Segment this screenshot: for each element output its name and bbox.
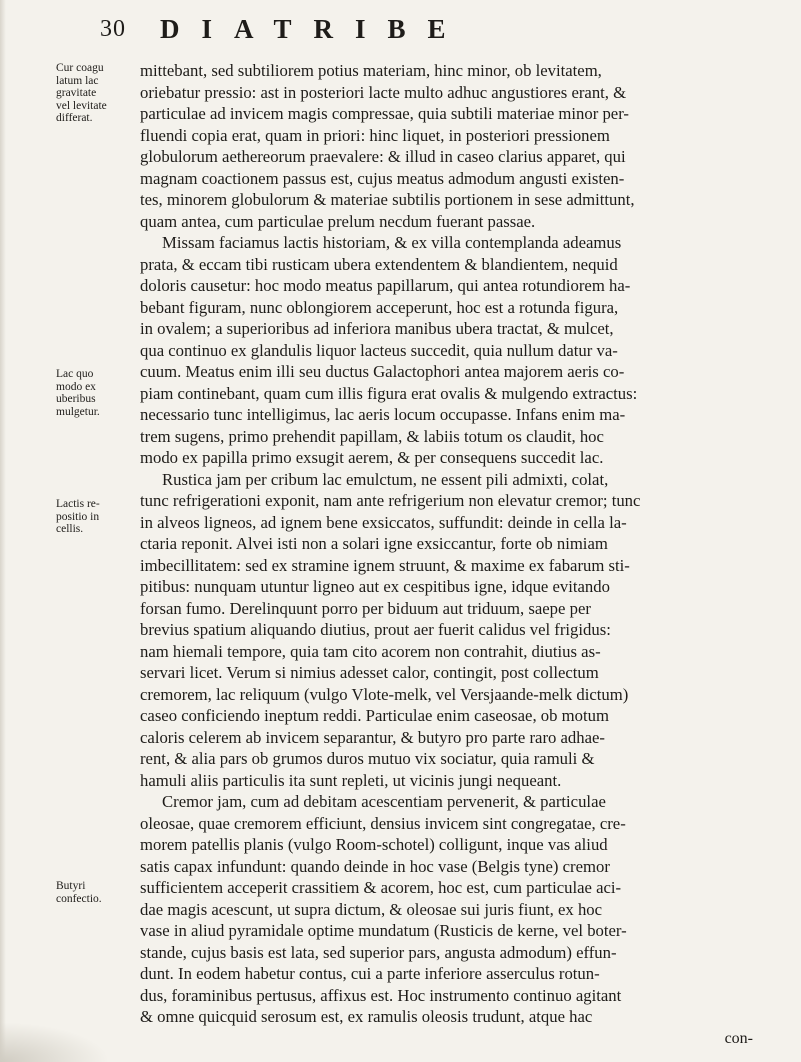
- text-line: caloris celerem ab invicem separantur, & butyro pro parte raro adhae-: [140, 727, 605, 747]
- margin-line: latum lac: [56, 74, 99, 87]
- text-line: oleosae, quae cremorem efficiunt, densius invicem sint congregatae, cre-: [140, 813, 626, 833]
- text-line: rent, & alia pars ob grumos duros mutuo vix sociatur, quia ramuli &: [140, 749, 595, 768]
- page-smudge: [0, 1022, 110, 1062]
- text-line: modo ex papilla primo exsugit aerem, & per consequens succedit lac.: [140, 448, 604, 467]
- margin-line: mulgetur.: [56, 405, 100, 418]
- margin-line: confectio.: [56, 892, 102, 905]
- text-line: tunc refrigerationi exponit, nam ante refrigerium non elevatur cremor; tunc: [140, 491, 641, 510]
- running-title: DIATRIBE: [160, 14, 468, 44]
- text-line: vase in aliud pyramidale optime mundatum (Rusticis de kerne, vel boter-: [140, 921, 627, 940]
- text-line: quam antea, cum particulae prelum necdum fuerant passae.: [140, 211, 536, 231]
- text-line: prata, & eccam tibi rusticam ubera extendentem & blandientem, nequid: [140, 254, 618, 274]
- margin-line: vel levitate: [56, 99, 107, 112]
- text-line: dunt. In eodem habetur contus, cui a parte inferiore asserculus rotun-: [140, 964, 600, 983]
- text-line: & omne quicquid serosum est, ex ramulis oleosis trudunt, atque hac: [140, 1007, 593, 1026]
- page-number: 30: [100, 16, 126, 42]
- text-line: trem sugens, primo prehendit papillam, & labiis totum os claudit, hoc: [140, 426, 604, 446]
- text-line: mittebant, sed subtiliorem potius materiam, hinc minor, ob levitatem,: [140, 61, 602, 80]
- text-line: doloris causetur: hoc modo meatus papillarum, qui antea rotundiorem ha-: [140, 276, 631, 295]
- text-line: dae magis acescunt, ut supra dictum, & oleosae sui juris fiunt, ex hoc: [140, 899, 603, 919]
- catchword: con-: [724, 1030, 753, 1047]
- text-line: servari licet. Verum si nimius adesset calor, contingit, post collectum: [140, 663, 599, 682]
- margin-note-coagulated-milk: [56, 62, 126, 125]
- text-line: bebant figuram, nunc oblongiorem acceperunt, hoc est a rotunda figura,: [140, 297, 619, 317]
- text-line: Rustica jam per cribum lac emulctum, ne essent pili admixti, colat,: [162, 469, 609, 489]
- text-line: sufficientem acceperit crassitiem & acorem, hoc est, cum particulae aci-: [140, 878, 622, 897]
- text-line: in ovalem; a superioribus ad inferiora manibus ubera tractat, & mulcet,: [140, 319, 614, 338]
- text-line: oriebatur pressio: ast in posteriori lacte multo adhuc angustiores erant, &: [140, 82, 627, 102]
- margin-line: differat.: [56, 112, 93, 124]
- text-line: cuum. Meatus enim illi seu ductus Galactophori antea majorem aeris co-: [140, 362, 625, 381]
- margin-line: gravitate: [56, 87, 97, 99]
- margin-line: modo ex: [56, 380, 96, 393]
- text-line: stande, cujus basis est lata, sed superior pars, angusta admodum) effun-: [140, 942, 617, 962]
- margin-line: positio in: [56, 510, 100, 523]
- text-line: forsan fumo. Derelinquunt porro per biduum aut triduum, saepe per: [140, 598, 591, 618]
- margin-line: Butyri: [56, 880, 86, 892]
- text-line: caseo conficiendo ineptum reddi. Particulae enim caseosae, ob motum: [140, 706, 609, 725]
- text-line: tes, minorem globulorum & materiae subtilis portionem in sese admittunt,: [140, 190, 635, 209]
- text-line: pitibus: nunquam utuntur ligneo aut ex cespitibus igne, idque evitando: [140, 577, 610, 596]
- margin-note-milk-storage: [56, 498, 126, 536]
- margin-line: Lactis re-: [56, 498, 100, 510]
- text-line: qua continuo ex glandulis liquor lacteus succedit, quia nullum datur va-: [140, 340, 618, 360]
- text-line: morem patellis planis (vulgo Room-schotel) colligunt, inque vas aliud: [140, 835, 608, 854]
- text-line: dus, foraminibus pertusus, affixus est. Hoc instrumento continuo agitant: [140, 985, 622, 1005]
- text-line: fluendi copia erat, quam in priori: hinc liquet, in posteriori pressionem: [140, 125, 610, 145]
- text-line: necessario tunc intelligimus, lac aeris locum occupasse. Infans enim ma-: [140, 405, 626, 424]
- margin-line: cellis.: [56, 523, 84, 535]
- text-line: piam continebant, quam cum illis figura erat ovalis & mulgendo extractus:: [140, 383, 638, 403]
- margin-line: Lac quo: [56, 368, 94, 380]
- text-line: ctaria reponit. Alvei isti non a solari igne exsiccantur, forte ob nimiam: [140, 534, 608, 553]
- margin-note-butter-making: [56, 880, 126, 905]
- page-crease: [0, 0, 6, 1062]
- page-header: [100, 14, 740, 54]
- margin-line: Cur coagu: [56, 62, 104, 74]
- text-line: imbecillitatem: sed ex stramine ignem struunt, & maxime ex fabarum sti-: [140, 555, 630, 575]
- text-line: nam hiemali tempore, quia tam cito acorem non contrahit, diutius as-: [140, 641, 601, 661]
- body-text: [140, 60, 760, 1028]
- margin-note-milking: [56, 368, 126, 418]
- text-line: magnam coactionem passus est, cujus meatus admodum angusti existen-: [140, 168, 625, 188]
- text-line: hamuli aliis particulis ita sunt repleti, ut vicinis jungi nequeant.: [140, 770, 562, 790]
- text-line: satis capax infundunt: quando deinde in hoc vase (Belgis tyne) cremor: [140, 856, 610, 876]
- text-line: Cremor jam, cum ad debitam acescentiam pervenerit, & particulae: [162, 792, 606, 811]
- text-line: cremorem, lac reliquum (vulgo Vlote-melk, vel Versjaande-melk dictum): [140, 684, 629, 704]
- text-line: Missam faciamus lactis historiam, & ex villa contemplanda adeamus: [162, 233, 622, 252]
- text-line: in alveos ligneos, ad ignem bene exsiccatos, suffundit: deinde in cella la-: [140, 512, 627, 532]
- text-line: brevius spatium aliquando diutius, prout aer fuerit calidus vel frigidus:: [140, 620, 611, 639]
- text-line: particulae ad invicem magis compressae, quia subtili materiae minor per-: [140, 104, 629, 123]
- margin-line: uberibus: [56, 393, 96, 405]
- text-line: globulorum aethereorum praevalere: & illud in caseo clarius apparet, qui: [140, 147, 626, 166]
